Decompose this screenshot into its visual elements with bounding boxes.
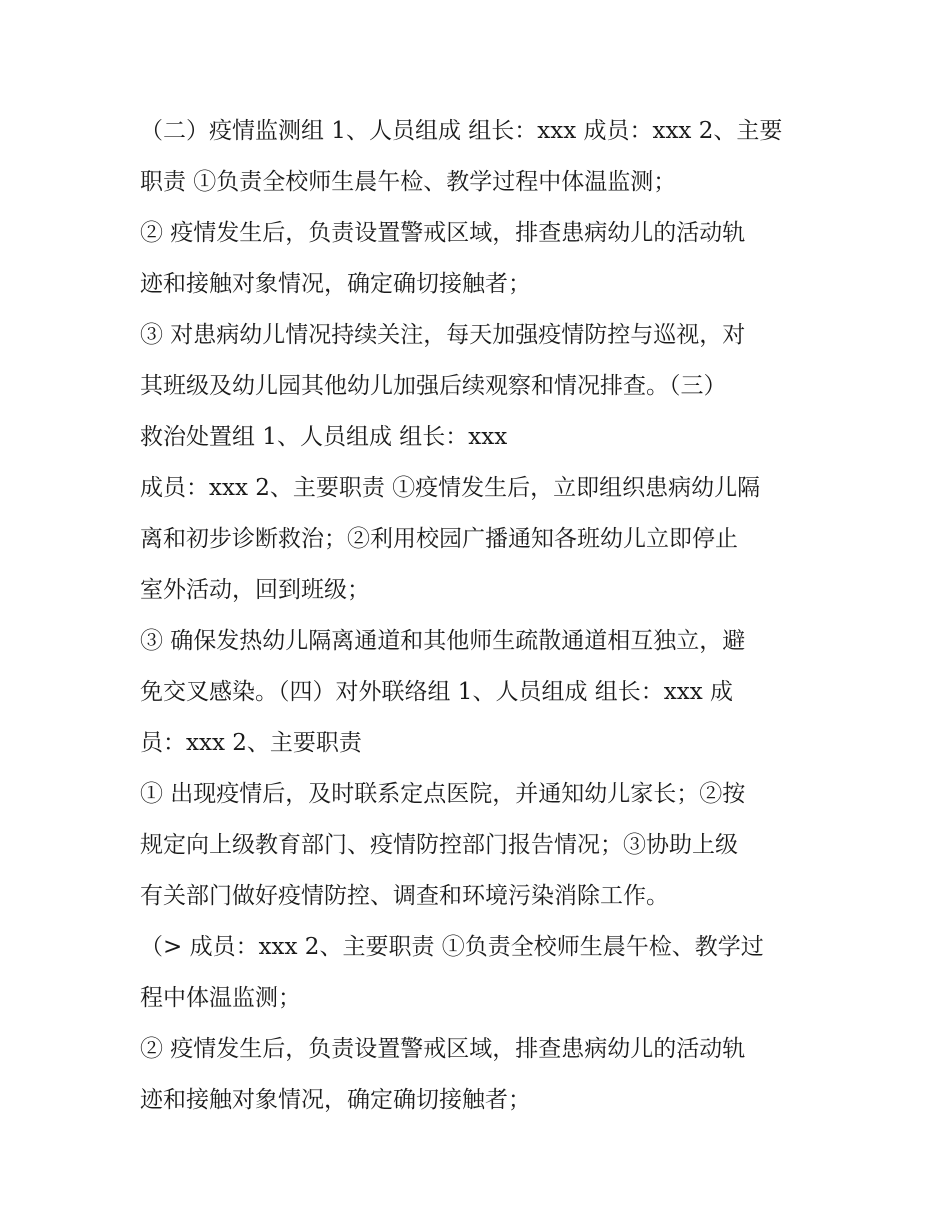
- text-line: 救治处置组 1、人员组成 组长：xxx: [140, 424, 508, 450]
- text-line: 有关部门做好疫情防控、调查和环境污染消除工作。: [140, 883, 669, 909]
- text-line: 规定向上级教育部门、疫情防控部门报告情况；③协助上级: [140, 832, 738, 858]
- text-line: 员：xxx 2、主要职责: [140, 730, 362, 756]
- text-line: ③ 对患病幼儿情况持续关注，每天加强疫情防控与巡视，对: [140, 322, 746, 348]
- text-line: ① 出现疫情后，及时联系定点医院，并通知幼儿家长；②按: [140, 781, 746, 807]
- text-line: 职责 ①负责全校师生晨午检、教学过程中体温监测；: [140, 169, 677, 195]
- text-line: 免交叉感染。（四）对外联络组 1、人员组成 组长：xxx 成: [140, 679, 733, 705]
- text-line: 程中体温监测；: [140, 985, 301, 1011]
- text-line: 成员：xxx 2、主要职责 ①疫情发生后，立即组织患病幼儿隔: [140, 475, 761, 501]
- text-line: 室外活动，回到班级；: [140, 577, 370, 603]
- text-line: 其班级及幼儿园其他幼儿加强后续观察和情况排查。（三）: [140, 373, 727, 399]
- text-line: ③ 确保发热幼儿隔离通道和其他师生疏散通道相互独立，避: [140, 628, 746, 654]
- text-line: ② 疫情发生后，负责设置警戒区域，排查患病幼儿的活动轨: [140, 220, 746, 246]
- text-line: （二）疫情监测组 1、人员组成 组长：xxx 成员：xxx 2、主要: [140, 118, 783, 144]
- text-line: 离和初步诊断救治；②利用校园广播通知各班幼儿立即停止: [140, 526, 738, 552]
- text-line: 迹和接触对象情况，确定确切接触者；: [140, 1087, 531, 1113]
- text-line: ② 疫情发生后，负责设置警戒区域，排查患病幼儿的活动轨: [140, 1036, 746, 1062]
- document-body: [140, 106, 820, 1126]
- text-line: （> 成员：xxx 2、主要职责 ①负责全校师生晨午检、教学过: [140, 934, 764, 960]
- text-line: 迹和接触对象情况，确定确切接触者；: [140, 271, 531, 297]
